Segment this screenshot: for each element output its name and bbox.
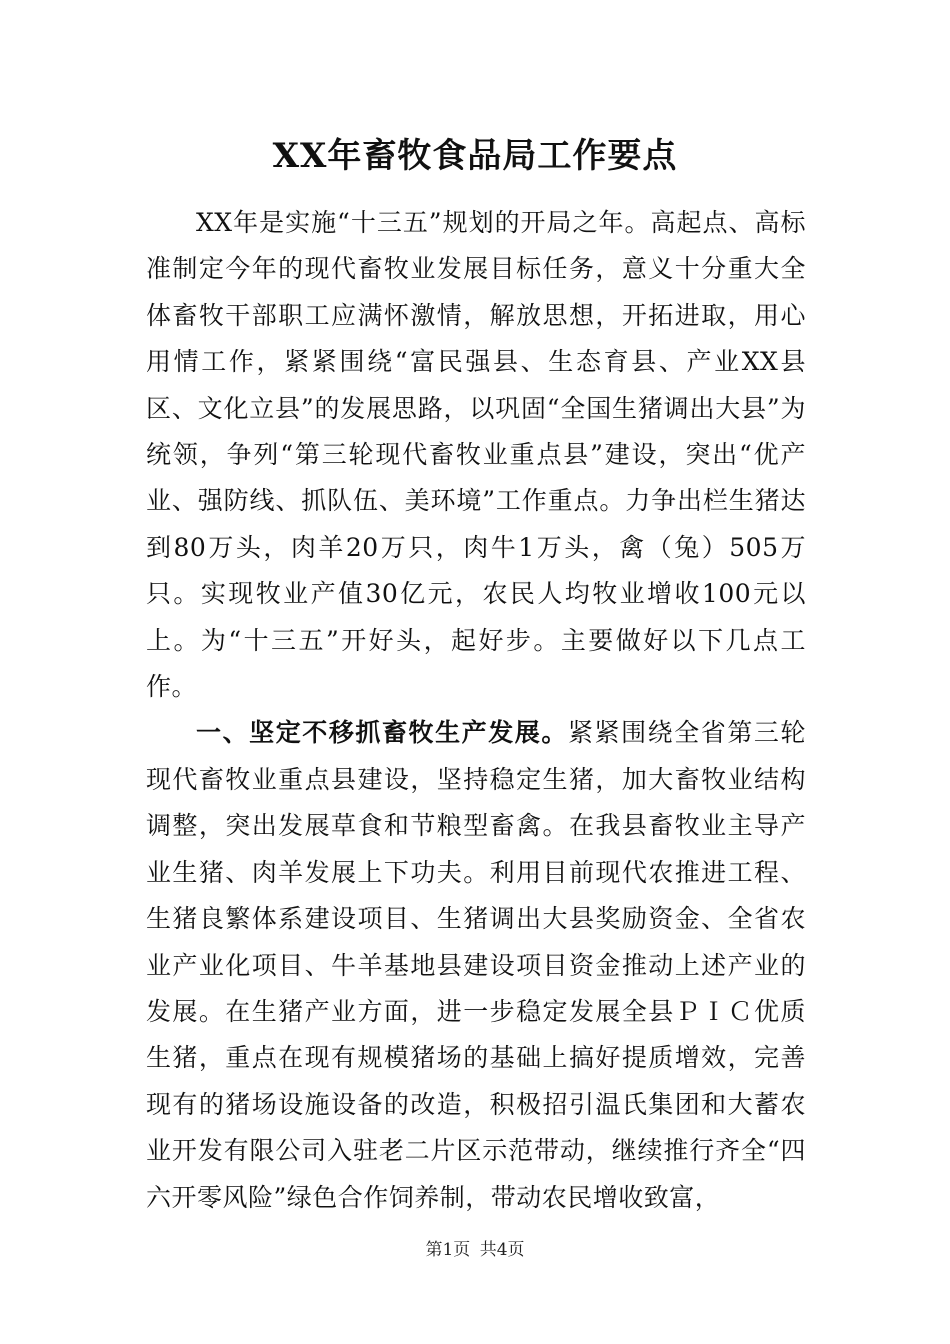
page-footer [0,1238,950,1262]
paragraph-heading: 一、坚定不移抓畜牧生产发展。 [196,718,568,748]
page-total: 共4页 [479,1240,525,1260]
page-number: 第1页 [425,1240,471,1260]
paragraph-intro [146,200,806,710]
paragraph-text: XX年是实施“十三五”规划的开局之年。高起点、高标准制定今年的现代畜牧业发展目标任务，意义十分重大全体畜牧干部职工应满怀激情，解放思想，开拓进取，用心用情工作，紧紧围绕“富民强县、生态育县、产业XX县区、文化立县”的发展思路，以巩固“全国生猪调出大县”为统领，争列“第三轮现代畜牧业重点县”建设，突出“优产业、强防线、抓队伍、美环境”工作重点。力争出栏生猪达到80万头，肉羊20万只，肉牛1万头，禽（兔）505万只。实现牧业产值30亿元，农民人均牧业增收100元以上。为“十三五”开好头，起好步。主要做好以下几点工作。 [146,208,806,702]
document-body [146,200,806,1221]
paragraph-section-one [146,710,806,1220]
document-title: XX年畜牧食品局工作要点 [272,136,678,176]
paragraph-text: 紧紧围绕全省第三轮现代畜牧业重点县建设，坚持稳定生猪，加大畜牧业结构调整，突出发展草食和节粮型畜禽。在我县畜牧业主导产业生猪、肉羊发展上下功夫。利用目前现代农推进工程、生猪良繁体系建设项目、生猪调出大县奖励资金、全省农业产业化项目、牛羊基地县建设项目资金推动上述产业的发展。在生猪产业方面，进一步稳定发展全县ＰＩＣ优质生猪，重点在现有规模猪场的基础上搞好提质增效，完善现有的猪场设施设备的改造，积极招引温氏集团和大蓄农业开发有限公司入驻老二片区示范带动，继续推行齐全“四六开零风险”绿色合作饲养制，带动农民增收致富， [146,718,806,1212]
